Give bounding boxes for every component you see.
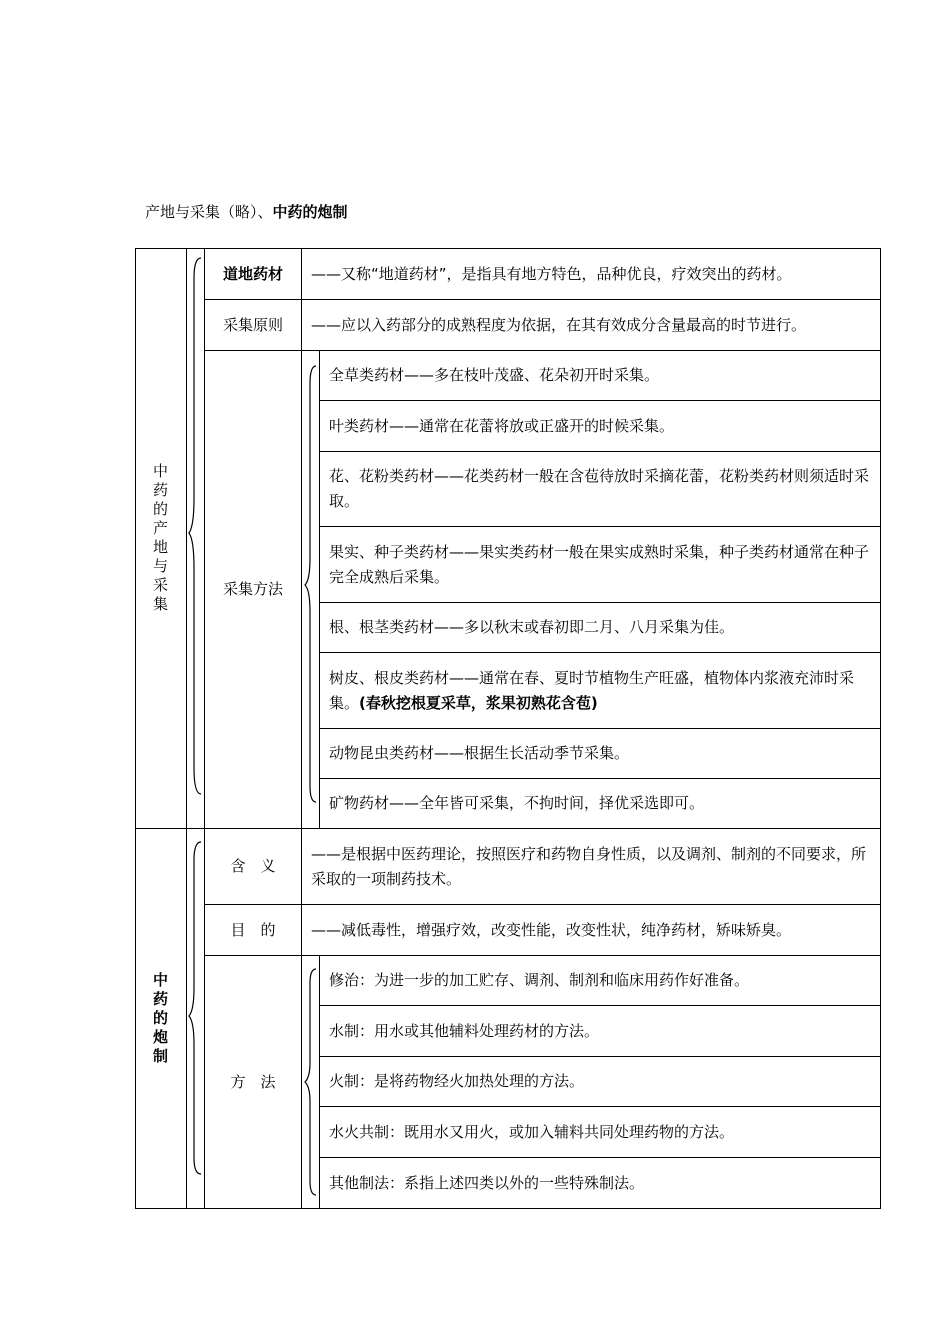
label-hanyi: 含 义 (230, 857, 276, 875)
section-label-origin: 中 药 的 产 地 与 采 集 (152, 462, 168, 613)
list-item: 叶类药材——通常在花蕾将放或正盛开的时候采集。 (329, 416, 675, 435)
herb-table (135, 248, 881, 1209)
bark-note: (春秋挖根夏采草，浆果初熟花含苞) (359, 693, 598, 712)
list-item: 火制：是将药物经火加热处理的方法。 (329, 1072, 585, 1090)
list-item: 水火共制：既用水又用火，或加入辅料共同处理药物的方法。 (329, 1122, 735, 1141)
text-mudi: ——减低毒性，增强疗效，改变性能，改变性状，纯净药材，矫味矫臭。 (311, 920, 792, 939)
text-hanyi: ——是根据中医药理论，按照医疗和药物自身性质，以及调剂、制剂的不同要求，所采取的一项制药技术。 (311, 844, 867, 888)
list-item: 水制：用水或其他辅料处理药材的方法。 (329, 1021, 600, 1040)
text-yuanze: ——应以入药部分的成熟程度为依据，在其有效成分含量最高的时节进行。 (311, 315, 807, 334)
label-paozhi-fangfa: 方 法 (230, 1072, 276, 1091)
label-yuanze: 采集原则 (222, 315, 283, 334)
list-item: 修治：为进一步的加工贮存、调剂、制剂和临床用药作好准备。 (329, 971, 750, 989)
brace-icon (188, 828, 204, 1209)
list-item: 花、花粉类药材——花类药材一般在含苞待放时采摘花蕾，花粉类药材则须适时采取。 (329, 467, 870, 510)
label-mudi: 目 的 (230, 920, 276, 939)
brace-icon (303, 350, 319, 829)
page-title: 产地与采集（略）、中药的炮制 (145, 203, 348, 221)
list-item: 其他制法：系指上述四类以外的一些特殊制法。 (329, 1173, 645, 1192)
list-item: 果实、种子类药材——果实类药材一般在果实成熟时采集，种子类药材通常在种子完全成熟后采集。 (329, 542, 870, 586)
label-daodi: 道地药材 (222, 264, 283, 283)
list-item: 动物昆虫类药材——根据生长活动季节采集。 (329, 744, 630, 762)
list-item: 树皮、根皮类药材——通常在春、夏时节植物生产旺盛，植物体内浆液充沛时采集。(春秋挖根夏采草，浆果初熟花含苞) (329, 668, 855, 712)
list-item: 根、根茎类药材——多以秋末或春初即二月、八月采集为佳。 (329, 618, 735, 636)
label-caiji-fangfa: 采集方法 (222, 580, 283, 598)
list-item: 矿物药材——全年皆可采集，不拘时间，择优采选即可。 (329, 794, 705, 812)
list-item: 全草类药材——多在枝叶茂盛、花朵初开时采集。 (329, 366, 660, 384)
text-daodi: ——又称“地道药材”，是指具有地方特色，品种优良，疗效突出的药材。 (311, 264, 792, 283)
brace-icon (188, 248, 204, 829)
brace-icon (303, 955, 319, 1209)
section-label-processing: 中 药 的 炮 制 (152, 971, 168, 1065)
